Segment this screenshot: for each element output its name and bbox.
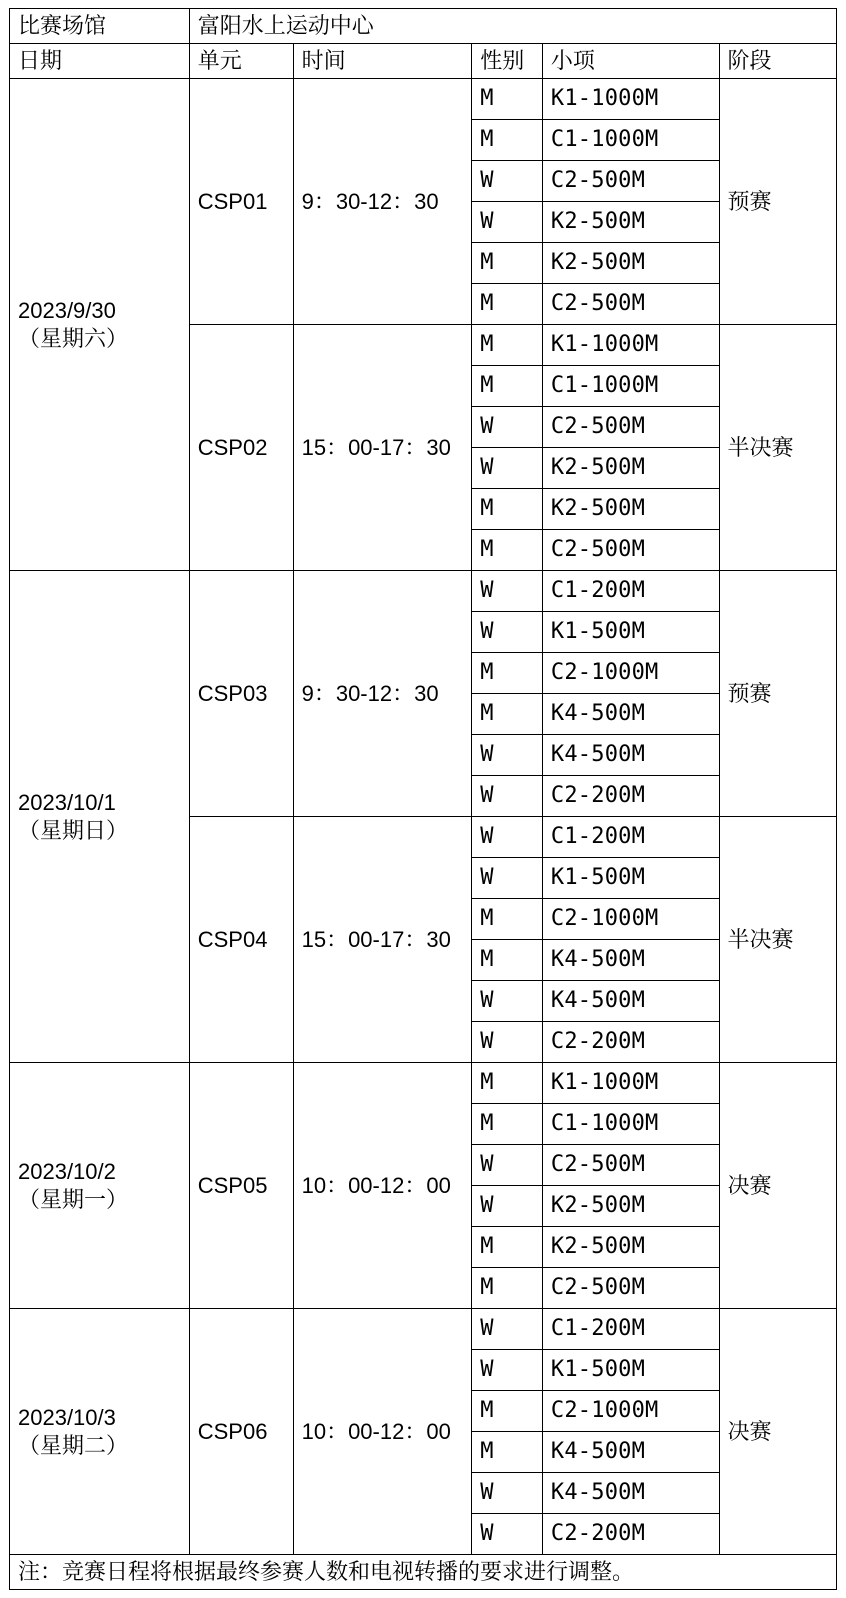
event-cell: C2-200M: [542, 1022, 719, 1063]
event-cell: K1-500M: [542, 612, 719, 653]
gender-cell: M: [472, 325, 543, 366]
event-cell: C2-200M: [542, 1514, 719, 1555]
session-unit-cell: CSP02: [189, 325, 293, 571]
gender-cell: W: [472, 1145, 543, 1186]
venue-label: 比赛场馆: [10, 9, 190, 44]
stage-cell: 半决赛: [719, 325, 836, 571]
gender-cell: M: [472, 1432, 543, 1473]
gender-cell: M: [472, 489, 543, 530]
session-unit-cell: CSP03: [189, 571, 293, 817]
gender-cell: W: [472, 981, 543, 1022]
event-cell: K2-500M: [542, 1186, 719, 1227]
gender-cell: W: [472, 1309, 543, 1350]
column-header-event: 小项: [542, 44, 719, 79]
column-header-gender: 性别: [472, 44, 543, 79]
gender-cell: W: [472, 735, 543, 776]
gender-cell: M: [472, 120, 543, 161]
gender-cell: M: [472, 284, 543, 325]
gender-cell: W: [472, 571, 543, 612]
date-cell: 2023/10/2 （星期一）: [10, 1063, 190, 1309]
event-cell: K4-500M: [542, 735, 719, 776]
gender-cell: W: [472, 612, 543, 653]
session-unit-cell: CSP06: [189, 1309, 293, 1555]
session-time-cell: 15：00-17：30: [293, 817, 472, 1063]
stage-cell: 决赛: [719, 1309, 836, 1555]
gender-cell: W: [472, 776, 543, 817]
gender-cell: M: [472, 243, 543, 284]
session-time-cell: 9：30-12：30: [293, 571, 472, 817]
competition-schedule-table: [9, 8, 837, 1590]
event-cell: C2-500M: [542, 1268, 719, 1309]
gender-cell: M: [472, 530, 543, 571]
event-cell: C2-1000M: [542, 1391, 719, 1432]
gender-cell: W: [472, 1350, 543, 1391]
event-cell: C1-1000M: [542, 366, 719, 407]
event-cell: C2-500M: [542, 530, 719, 571]
stage-cell: 预赛: [719, 79, 836, 325]
gender-cell: M: [472, 899, 543, 940]
date-cell: 2023/9/30 （星期六）: [10, 79, 190, 571]
event-cell: C2-500M: [542, 1145, 719, 1186]
date-cell: 2023/10/3 （星期二）: [10, 1309, 190, 1555]
event-cell: K4-500M: [542, 1432, 719, 1473]
stage-cell: 预赛: [719, 571, 836, 817]
gender-cell: W: [472, 817, 543, 858]
column-header-row: [10, 44, 837, 79]
event-cell: K1-500M: [542, 1350, 719, 1391]
session-time-cell: 15：00-17：30: [293, 325, 472, 571]
event-cell: C1-200M: [542, 571, 719, 612]
event-cell: C2-1000M: [542, 899, 719, 940]
gender-cell: W: [472, 161, 543, 202]
event-cell: K1-1000M: [542, 79, 719, 120]
gender-cell: M: [472, 1227, 543, 1268]
gender-cell: W: [472, 1514, 543, 1555]
event-cell: C1-1000M: [542, 1104, 719, 1145]
event-cell: C1-1000M: [542, 120, 719, 161]
event-cell: K1-500M: [542, 858, 719, 899]
gender-cell: W: [472, 1473, 543, 1514]
gender-cell: W: [472, 407, 543, 448]
note-row: [10, 1555, 837, 1590]
gender-cell: W: [472, 202, 543, 243]
gender-cell: M: [472, 940, 543, 981]
venue-name: 富阳水上运动中心: [189, 9, 836, 44]
gender-cell: M: [472, 653, 543, 694]
event-cell: K1-1000M: [542, 1063, 719, 1104]
gender-cell: W: [472, 1022, 543, 1063]
session-unit-cell: CSP05: [189, 1063, 293, 1309]
venue-row: [10, 9, 837, 44]
table-row: [10, 571, 837, 612]
event-cell: K1-1000M: [542, 325, 719, 366]
session-unit-cell: CSP04: [189, 817, 293, 1063]
event-cell: C1-200M: [542, 817, 719, 858]
session-time-cell: 9：30-12：30: [293, 79, 472, 325]
event-cell: K2-500M: [542, 202, 719, 243]
event-cell: K4-500M: [542, 940, 719, 981]
schedule-note: 注：竞赛日程将根据最终参赛人数和电视转播的要求进行调整。: [10, 1555, 837, 1590]
event-cell: K2-500M: [542, 489, 719, 530]
table-row: [10, 1063, 837, 1104]
session-unit-cell: CSP01: [189, 79, 293, 325]
gender-cell: M: [472, 1391, 543, 1432]
date-cell: 2023/10/1 （星期日）: [10, 571, 190, 1063]
event-cell: K4-500M: [542, 1473, 719, 1514]
event-cell: K4-500M: [542, 694, 719, 735]
event-cell: K2-500M: [542, 243, 719, 284]
session-time-cell: 10：00-12：00: [293, 1309, 472, 1555]
event-cell: C2-1000M: [542, 653, 719, 694]
session-time-cell: 10：00-12：00: [293, 1063, 472, 1309]
gender-cell: M: [472, 366, 543, 407]
column-header-time: 时间: [293, 44, 472, 79]
event-cell: C2-200M: [542, 776, 719, 817]
gender-cell: W: [472, 448, 543, 489]
gender-cell: W: [472, 858, 543, 899]
event-cell: K4-500M: [542, 981, 719, 1022]
event-cell: C2-500M: [542, 161, 719, 202]
event-cell: K2-500M: [542, 1227, 719, 1268]
event-cell: C2-500M: [542, 407, 719, 448]
column-header-stage: 阶段: [719, 44, 836, 79]
gender-cell: M: [472, 1063, 543, 1104]
gender-cell: M: [472, 1268, 543, 1309]
gender-cell: M: [472, 79, 543, 120]
gender-cell: M: [472, 694, 543, 735]
stage-cell: 决赛: [719, 1063, 836, 1309]
event-cell: C2-500M: [542, 284, 719, 325]
event-cell: C1-200M: [542, 1309, 719, 1350]
table-row: [10, 79, 837, 120]
column-header-unit: 单元: [189, 44, 293, 79]
stage-cell: 半决赛: [719, 817, 836, 1063]
table-row: [10, 1309, 837, 1350]
column-header-date: 日期: [10, 44, 190, 79]
gender-cell: W: [472, 1186, 543, 1227]
event-cell: K2-500M: [542, 448, 719, 489]
gender-cell: M: [472, 1104, 543, 1145]
